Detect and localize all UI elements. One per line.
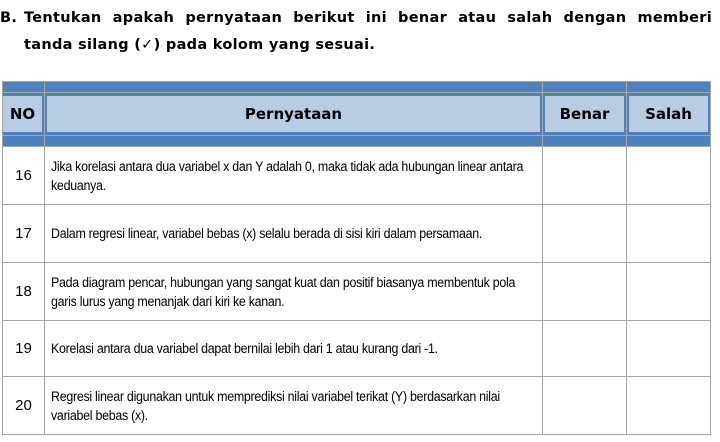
instruction-line-2: tanda silang (✓) pada kolom yang sesuai. bbox=[24, 37, 376, 53]
true-checkbox-cell[interactable] bbox=[543, 205, 627, 263]
false-checkbox-cell[interactable] bbox=[627, 321, 711, 377]
row-number: 18 bbox=[3, 263, 45, 321]
section-letter: B. bbox=[0, 10, 18, 26]
row-statement: Korelasi antara dua variabel dapat bernilai lebih dari 1 atau kurang dari -1. bbox=[45, 321, 543, 377]
header-no: NO bbox=[3, 93, 45, 136]
table-row bbox=[3, 205, 711, 263]
row-number: 20 bbox=[3, 377, 45, 435]
false-checkbox-cell[interactable] bbox=[627, 377, 711, 435]
statement-table bbox=[2, 81, 711, 435]
table-row bbox=[3, 321, 711, 377]
true-checkbox-cell[interactable] bbox=[543, 147, 627, 205]
false-checkbox-cell[interactable] bbox=[627, 147, 711, 205]
table-row bbox=[3, 377, 711, 435]
row-statement: Pada diagram pencar, hubungan yang sangat kuat dan positif biasanya membentuk pola garis lurus yang menanjak dari kiri ke kanan. bbox=[45, 263, 543, 321]
table-row bbox=[3, 147, 711, 205]
header-true: Benar bbox=[543, 93, 627, 136]
row-statement: Regresi linear digunakan untuk memprediksi nilai variabel terikat (Y) berdasarkan nilai variabel bebas (x). bbox=[45, 377, 543, 435]
true-checkbox-cell[interactable] bbox=[543, 377, 627, 435]
header-statement: Pernyataan bbox=[45, 93, 543, 136]
row-statement: Jika korelasi antara dua variabel x dan Y adalah 0, maka tidak ada hubungan linear antara keduanya. bbox=[45, 147, 543, 205]
instruction-line-1: Tentukan apakah pernyataan berikut ini benar atau salah dengan memberi bbox=[24, 10, 712, 26]
table-row bbox=[3, 263, 711, 321]
row-number: 19 bbox=[3, 321, 45, 377]
false-checkbox-cell[interactable] bbox=[627, 263, 711, 321]
true-checkbox-cell[interactable] bbox=[543, 263, 627, 321]
row-number: 17 bbox=[3, 205, 45, 263]
row-statement: Dalam regresi linear, variabel bebas (x) selalu berada di sisi kiri dalam persamaan. bbox=[45, 205, 543, 263]
false-checkbox-cell[interactable] bbox=[627, 205, 711, 263]
row-number: 16 bbox=[3, 147, 45, 205]
instruction bbox=[0, 6, 712, 57]
true-checkbox-cell[interactable] bbox=[543, 321, 627, 377]
table-header bbox=[3, 93, 711, 136]
header-false: Salah bbox=[627, 93, 711, 136]
